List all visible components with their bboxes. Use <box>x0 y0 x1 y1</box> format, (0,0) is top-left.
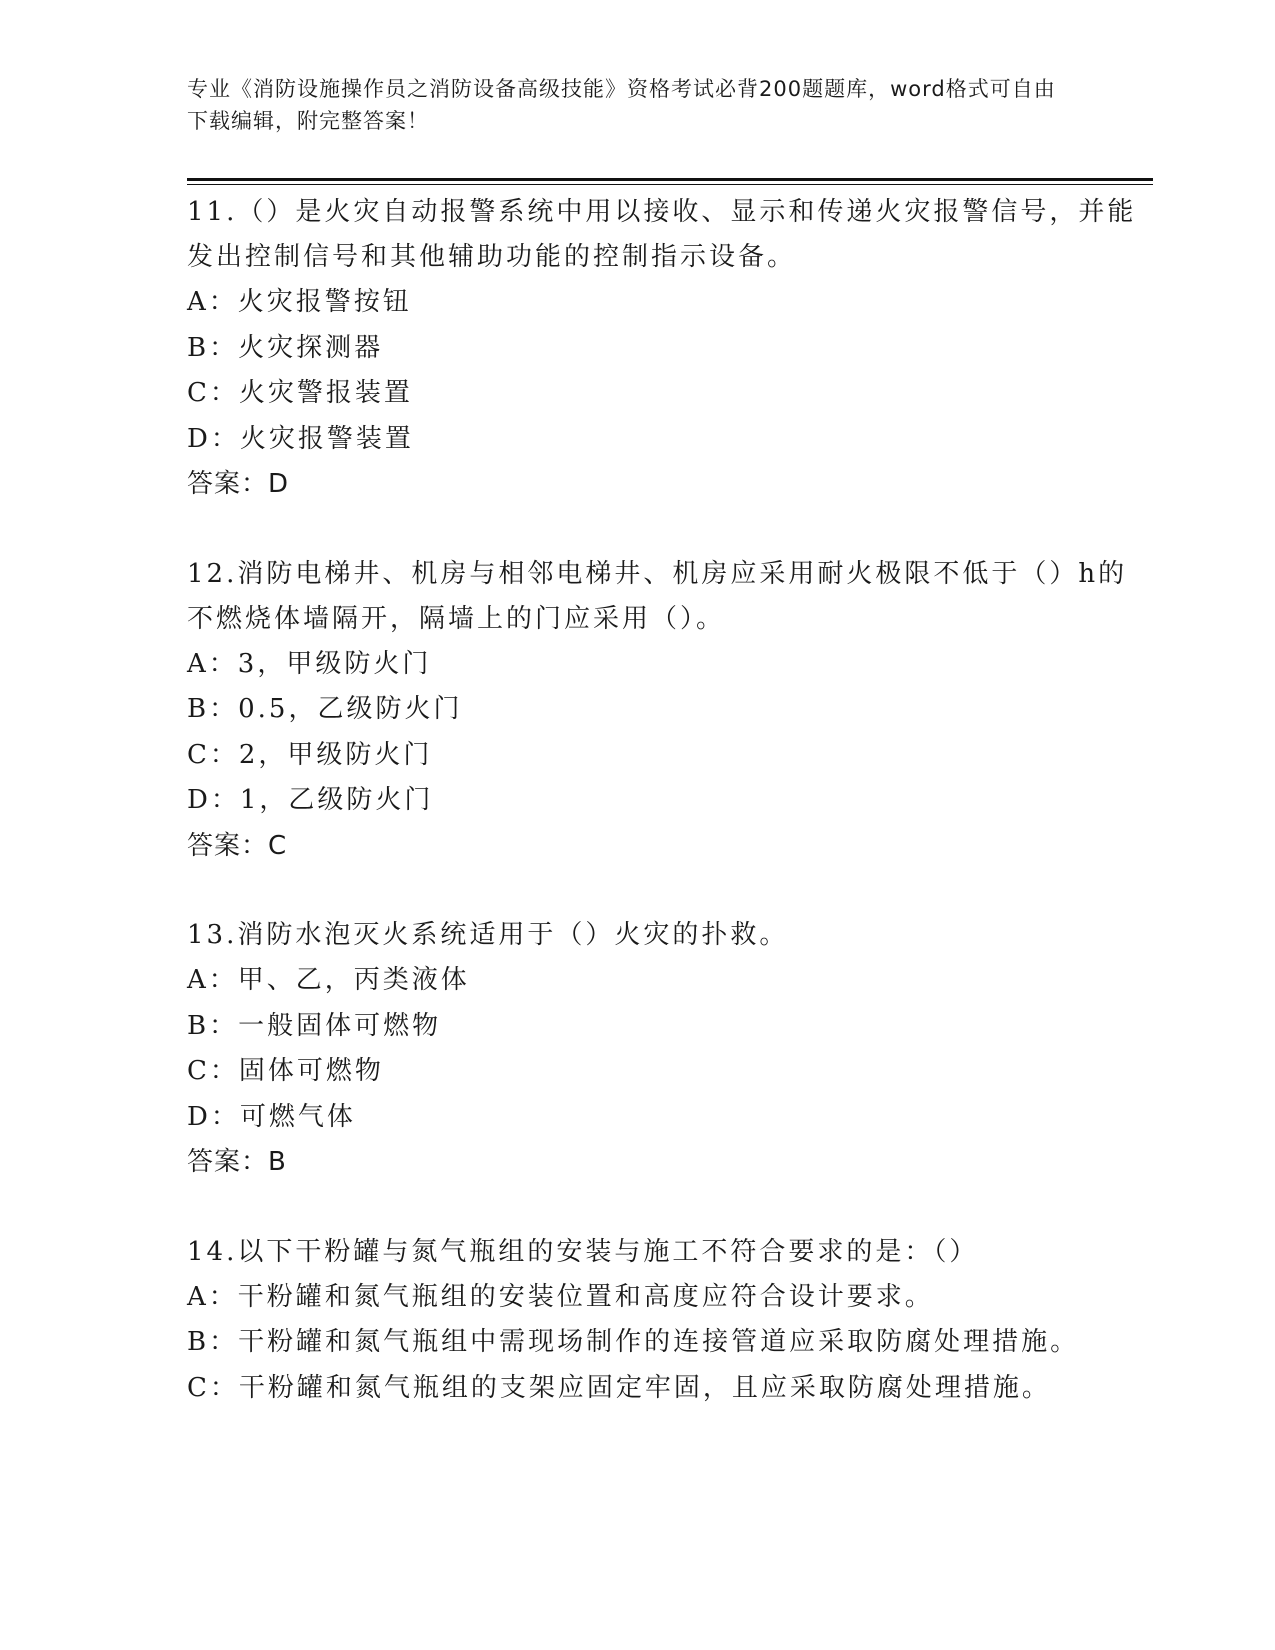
question-stem: 11.（）是火灾自动报警系统中用以接收、显示和传递火灾报警信号，并能发出控制信号和其他辅助功能的控制指示设备。 <box>187 197 1137 272</box>
option-a: A：火灾报警按钮 <box>187 287 412 317</box>
option-a: A：3，甲级防火门 <box>187 648 432 679</box>
answer: 答案：D <box>187 469 290 499</box>
option-a: A：甲、乙，丙类液体 <box>187 965 470 995</box>
option-b: B：火灾探测器 <box>187 332 384 363</box>
question-13 <box>187 913 1153 1186</box>
option-d: D：1，乙级防火门 <box>187 785 434 815</box>
option-b: B：一般固体可燃物 <box>187 1010 442 1041</box>
question-list <box>187 190 1153 1455</box>
answer: 答案：B <box>187 1147 287 1177</box>
question-stem: 14.以下干粉罐与氮气瓶组的安装与施工不符合要求的是：（） <box>187 1236 979 1267</box>
question-12 <box>187 552 1153 870</box>
question-stem: 13.消防水泡灭火系统适用于（）火灾的扑救。 <box>187 920 789 950</box>
option-a: A：干粉罐和氮气瓶组的安装位置和高度应符合设计要求。 <box>187 1281 934 1312</box>
document-header: 专业《消防设施操作员之消防设备高级技能》资格考试必背200题题库，word格式可自由下载编辑，附完整答案！ <box>187 77 1056 133</box>
option-d: D：可燃气体 <box>187 1101 356 1132</box>
answer: 答案：C <box>187 830 288 861</box>
header-divider-thin <box>187 184 1153 185</box>
question-stem: 12.消防电梯井、机房与相邻电梯井、机房应采用耐火极限不低于（）h的不燃烧体墙隔开，隔墙上的门应采用（）。 <box>187 558 1128 634</box>
header-divider-thick <box>187 178 1153 181</box>
option-c: C：固体可燃物 <box>187 1056 384 1086</box>
question-11 <box>187 190 1153 508</box>
question-14 <box>187 1230 1153 1412</box>
option-b: B：干粉罐和氮气瓶组中需现场制作的连接管道应采取防腐处理措施。 <box>187 1327 1080 1357</box>
option-c: C：干粉罐和氮气瓶组的支架应固定牢固，且应采取防腐处理措施。 <box>187 1372 1051 1403</box>
option-c: C：2，甲级防火门 <box>187 739 433 770</box>
option-c: C：火灾警报装置 <box>187 378 413 408</box>
option-d: D：火灾报警装置 <box>187 423 414 454</box>
option-b: B：0.5，乙级防火门 <box>187 694 463 724</box>
